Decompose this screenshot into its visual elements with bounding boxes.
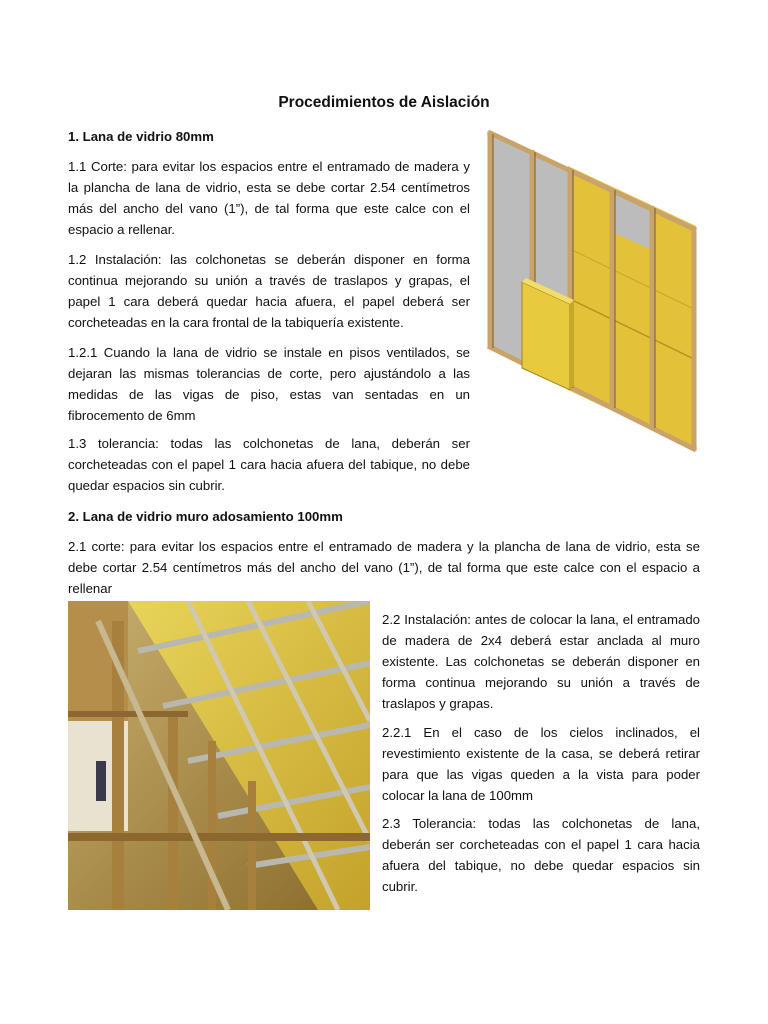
page-title: Procedimientos de Aislación bbox=[278, 94, 490, 111]
paragraph-2-2-1: 2.2.1 En el caso de los cielos inclinados, el revestimiento existente de la casa, se deberá retirar para que las vigas queden a la vista para poder colocar la lana de 100mm bbox=[382, 725, 700, 803]
wall-insulation-illustration bbox=[484, 128, 702, 454]
paragraph-1-3: 1.3 tolerancia: todas las colchonetas de lana, deberán ser corcheteadas con el papel 1 cara hacia afuera del tabique, no debe quedar espacios sin cubrir. bbox=[68, 436, 470, 493]
attic-insulation-photo bbox=[68, 601, 370, 910]
paragraph-2-3: 2.3 Tolerancia: todas las colchonetas de lana, deberán ser corcheteadas con el papel 1 cara hacia afuera del tabique, no debe quedar espacios sin cubrir. bbox=[382, 816, 700, 894]
paragraph-1-1: 1.1 Corte: para evitar los espacios entre el entramado de madera y la plancha de lana de vidrio, esta se debe cortar 2.54 centímetros más del ancho del vano (1”), de tal forma que este calce con el espacio a rellenar. bbox=[68, 159, 470, 237]
section-1-heading: 1. Lana de vidrio 80mm bbox=[68, 129, 214, 144]
paragraph-1-2-1: 1.2.1 Cuando la lana de vidrio se instale en pisos ventilados, se dejaran las mismas tolerancias de corte, pero ajustándolo a las medidas de las vigas de piso, estas van sentadas en un fibrocemento de 6mm bbox=[68, 345, 470, 423]
paragraph-2-1: 2.1 corte: para evitar los espacios entre el entramado de madera y la plancha de lana de vidrio, esta se debe cortar 2.54 centímetros más del ancho del vano (1”), de tal forma que este calce con el espacio a rellenar bbox=[68, 539, 700, 596]
paragraph-1-2: 1.2 Instalación: las colchonetas se deberán disponer en forma continua mejorando su unión a través de traslapos y grapas, el papel 1 cara deberá quedar hacia afuera, el papel deberá ser corcheteadas en la cara frontal de la tabiquería existente. bbox=[68, 252, 470, 330]
section-2-heading: 2. Lana de vidrio muro adosamiento 100mm bbox=[68, 509, 343, 524]
paragraph-2-2: 2.2 Instalación: antes de colocar la lana, el entramado de madera de 2x4 deberá estar anclada al muro existente. Las colchonetas se deberán disponer en forma continua mejorando su unión a través de traslapos y grapas. bbox=[382, 612, 700, 711]
